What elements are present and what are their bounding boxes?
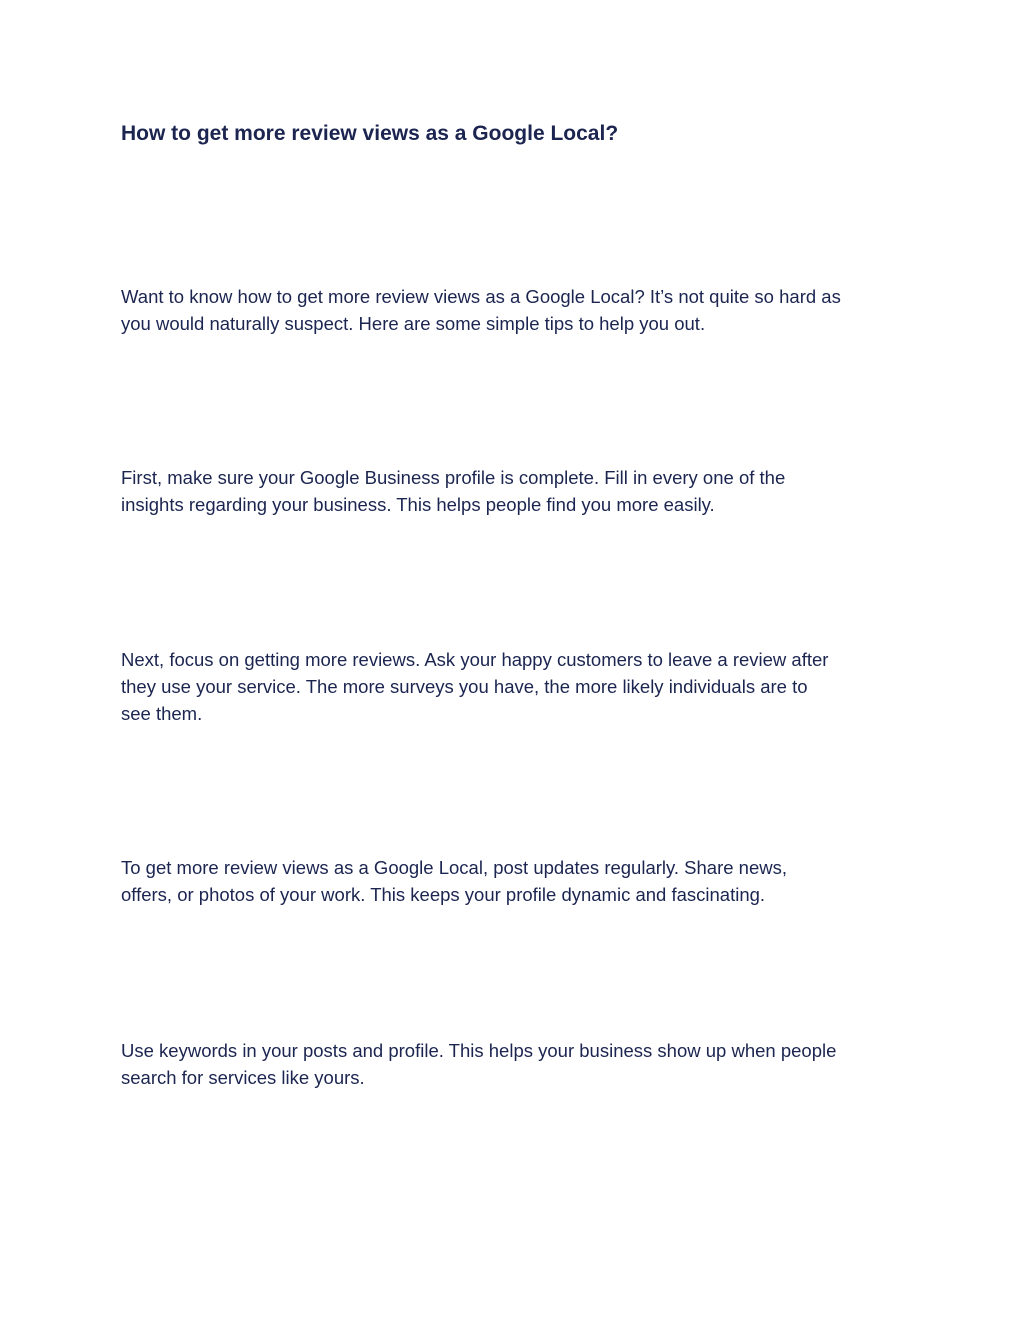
document-title: How to get more review views as a Google Local? — [121, 122, 619, 145]
paragraph-line: you would naturally suspect. Here are some simple tips to help you out. — [121, 313, 706, 334]
paragraph-line: search for services like yours. — [121, 1067, 365, 1088]
paragraph-line: First, make sure your Google Business profile is complete. Fill in every one of the — [121, 467, 786, 488]
paragraph-line: Next, focus on getting more reviews. Ask your happy customers to leave a review after — [121, 649, 829, 670]
paragraph-line: To get more review views as a Google Local, post updates regularly. Share news, — [121, 857, 787, 878]
paragraph-line: they use your service. The more surveys you have, the more likely individuals are to — [121, 676, 808, 697]
paragraph-reviews — [121, 646, 921, 727]
paragraph-intro — [121, 283, 921, 337]
paragraph-line: offers, or photos of your work. This keeps your profile dynamic and fascinating. — [121, 884, 766, 905]
paragraph-line: Want to know how to get more review views as a Google Local? It’s not quite so hard as — [121, 286, 841, 307]
paragraph-line: see them. — [121, 703, 203, 724]
paragraph-profile — [121, 464, 921, 518]
paragraph-line: insights regarding your business. This helps people find you more easily. — [121, 494, 715, 515]
paragraph-keywords — [121, 1037, 921, 1091]
paragraph-updates — [121, 854, 921, 908]
paragraph-line: Use keywords in your posts and profile. This helps your business show up when people — [121, 1040, 837, 1061]
